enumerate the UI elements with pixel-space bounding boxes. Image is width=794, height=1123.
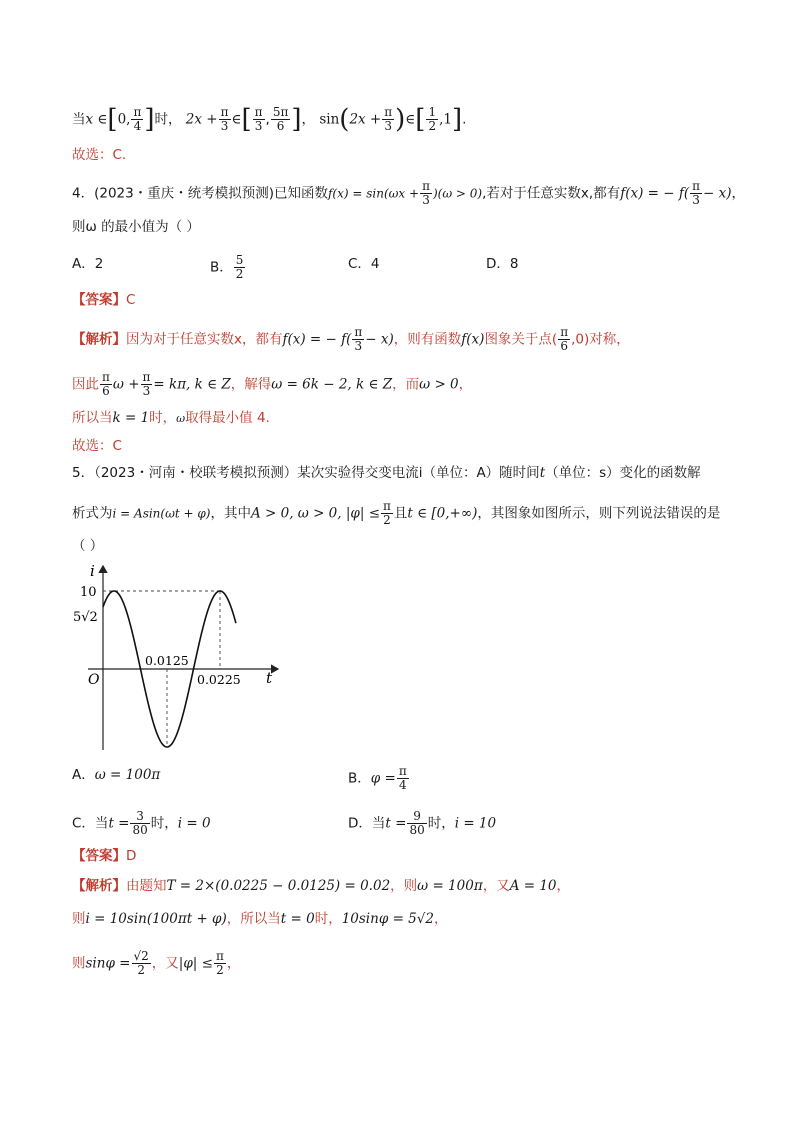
q5-answer: 【答案】D [72, 848, 137, 864]
q5-paren: （ ） [72, 538, 104, 554]
x-axis-label: t [266, 669, 273, 687]
math: sin [319, 111, 340, 128]
text: ， [301, 111, 316, 128]
text: ， [731, 185, 745, 202]
q5-analysis-line2: 则i = 10sin(100πt + φ)，所以当t = 0时，10sinφ = 5√2， [72, 911, 448, 927]
fraction: $\frac{\pi}{3}$ [692, 179, 700, 207]
text: 当 [72, 111, 86, 128]
math: x ∈ [85, 111, 108, 128]
q4-stem-line1 [72, 180, 745, 207]
fraction: $\frac{\pi}{3}$ [254, 105, 263, 133]
q4-choice: 故选：C [72, 438, 122, 454]
fraction: $\frac{1}{2}$ [428, 105, 437, 133]
q4-option-b: B． $\frac{5}{2}$ [210, 253, 244, 281]
y-start-label: 5√2 [73, 610, 98, 625]
q4-stem-line2: 则ω 的最小值为（ ） [72, 219, 200, 235]
text: 4．(2023・重庆・统考模拟预测)已知函数 [72, 185, 328, 202]
math: ,1 [439, 111, 452, 128]
y-max-label: 10 [80, 585, 97, 600]
q4-option-d: D．8 [486, 256, 519, 272]
sine-graph [70, 560, 290, 755]
y-axis-label: i [90, 562, 95, 580]
q5-stem-line2: 析式为i = Asin(ωt + φ)，其中A > 0, ω > 0, |φ| ≤ $\frac{\pi}{2}$ 且t ∈ [0,+∞)，其图象如图所示，则下列说法错误的是 [72, 499, 721, 527]
math: 0, [117, 111, 131, 128]
math: f(x) = − f( [620, 185, 690, 202]
math: 2x + [349, 111, 382, 128]
q4-option-a: A．2 [72, 256, 104, 272]
math: − x) [703, 185, 732, 202]
text: ,若对于任意实数x,都有 [482, 185, 621, 202]
x-mark1-label: 0.0125 [145, 653, 189, 668]
math: ∈ [231, 111, 242, 128]
q5-stem-line1: 5．（2023・河南・校联考模拟预测）某次实验得交变电流i（单位：A）随时间t（单位：s）变化的函数解 [72, 465, 701, 481]
origin-label: O [88, 672, 100, 688]
math: )(ω > 0) [432, 186, 483, 201]
fraction: $\frac{\pi}{3}$ [384, 105, 393, 133]
q5-option-d: D．当t = $\frac{9}{80}$ 时，i = 10 [348, 809, 497, 837]
fraction: $\frac{\pi}{4}$ [133, 105, 142, 133]
text: . [462, 111, 467, 128]
math: 2x + [185, 111, 218, 128]
math: f(x) = sin(ωx + [327, 186, 420, 201]
fraction: $\frac{\pi}{3}$ [422, 179, 430, 207]
q5-analysis-line3: 则sinφ = $\frac{√2}{2}$ ，又|φ| ≤ $\frac{\pi}{2}$ ， [72, 949, 241, 977]
text: 时， [154, 111, 182, 128]
fraction: $\frac{5}{2}$ [235, 253, 244, 281]
q5-option-b: B．φ = $\frac{\pi}{4}$ [348, 764, 407, 792]
q3-interval-line: 当x ∈[0, $\frac{\pi}{4}$ ]时， 2x + $\frac{\pi}{3}$ ∈[ $\frac{\pi}{3}$ , $\frac{5\pi}{6}$ ]， sin(2x + $\frac{\pi}{3}$ )∈[ $\frac{1}{2}$ ,1]. [72, 104, 467, 135]
q5-option-a: A．ω = 100π [72, 767, 161, 783]
q4-analysis-line3: 所以当k = 1时，ω取得最小值 4. [72, 410, 270, 426]
math: ∈ [405, 111, 416, 128]
x-mark2-label: 0.0225 [197, 672, 241, 687]
q4-analysis-line1: 【解析】因为对于任意实数x，都有f(x) = − f( $\frac{\pi}{3}$ − x)，则有函数f(x)图象关于点( $\frac{\pi}{6}$ ,0)对称， [72, 325, 630, 353]
q5-analysis-line1: 【解析】由题知T = 2×(0.0225 − 0.0125) = 0.02，则ω = 100π，又A = 10， [72, 878, 571, 894]
q5-option-c: C．当t = $\frac{3}{80}$ 时，i = 0 [72, 809, 211, 837]
q3-choice: 故选：C. [72, 147, 127, 163]
q4-analysis-line2: 因此 $\frac{\pi}{6}$ ω + $\frac{\pi}{3}$ = kπ, k ∈ Z，解得ω = 6k − 2, k ∈ Z，而ω > 0， [72, 370, 473, 398]
fraction: $\frac{\pi}{3}$ [220, 105, 229, 133]
q4-option-c: C．4 [348, 256, 380, 272]
q4-answer: 【答案】C [72, 292, 136, 308]
fraction: $\frac{5\pi}{6}$ [272, 105, 289, 133]
